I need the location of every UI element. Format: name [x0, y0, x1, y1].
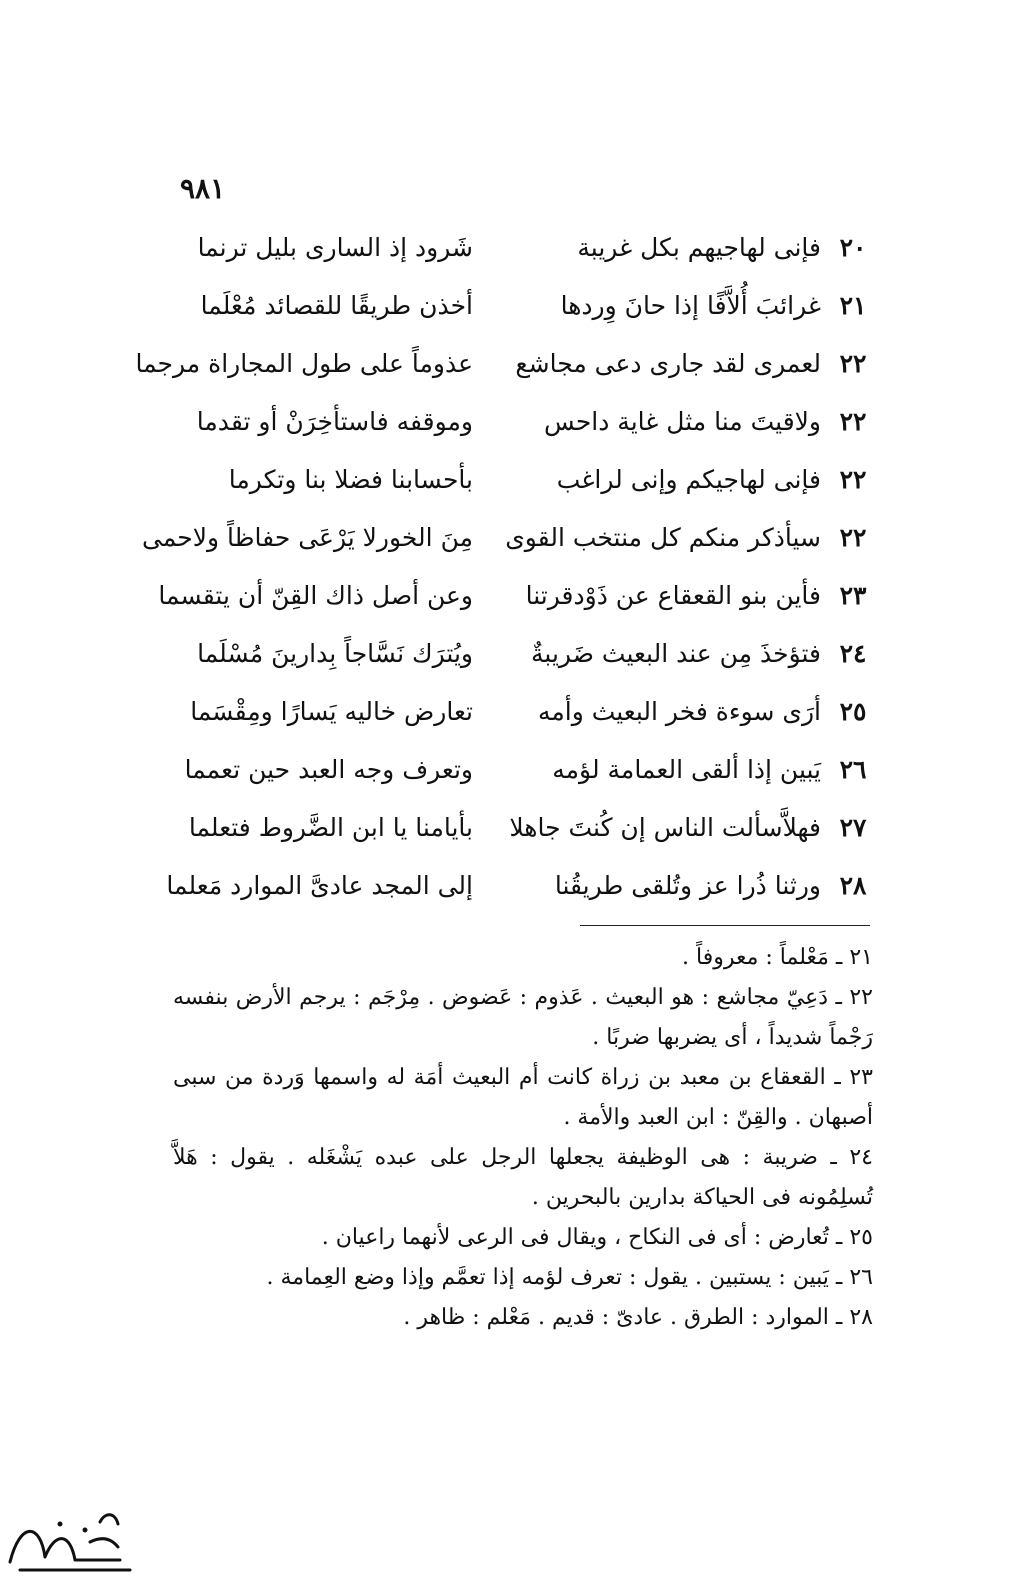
verse-first-hemistich: فهلاَّسألت الناس إن كُنتَ جاهلا	[509, 813, 821, 842]
verse-first-hemistich: لعمرى لقد جارى دعى مجاشع	[515, 349, 821, 378]
verse-number: ٢٢	[839, 407, 867, 436]
footnote: ٢٤ ـ ضريبة : هى الوظيفة يجعلها الرجل على عبده يَشْغَله . يقول : هَلاَّ تُسلِمُونه فى الحياكة بدارين بالبحرين .	[173, 1145, 873, 1210]
verse-number: ٢٨	[839, 871, 867, 900]
verse	[0, 692, 1013, 732]
verse-number: ٢٢	[839, 523, 867, 552]
verse-number: ٢٤	[839, 639, 867, 668]
verse-first-hemistich: فإنى لهاجيكم وإنى لراغب	[556, 465, 821, 494]
verse-second-hemistich: مِنَ الخورلا يَرْعَى حفاظاً ولاحمى	[142, 523, 473, 552]
verse-second-hemistich: شَرود إذ السارى بليل ترنما	[197, 233, 473, 262]
verse-second-hemistich: تعارض خاليه يَسارًا ومِقْسَما	[190, 697, 473, 726]
verse-second-hemistich: وتعرف وجه العبد حين تعمما	[184, 755, 473, 784]
verse-first-hemistich: ورثنا ذُرا عز وتُلقى طريقُنا	[554, 871, 821, 900]
publisher-logo	[0, 1502, 140, 1582]
verse-first-hemistich: سيأذكر منكم كل منتخب القوى	[505, 523, 821, 552]
verse-second-hemistich: بأحسابنا فضلا بنا وتكرما	[228, 465, 473, 494]
verse-second-hemistich: بأيامنا يا ابن الضَّروط فتعلما	[188, 813, 473, 842]
page-number: ٩٨١	[180, 172, 226, 205]
verse-number: ٢٦	[839, 755, 867, 784]
verse-second-hemistich: وعن أصل ذاك القِنّ أن يتقسما	[158, 581, 473, 610]
verse	[0, 402, 1013, 442]
verse	[0, 866, 1013, 906]
verse	[0, 808, 1013, 848]
footnote: ٢٨ ـ الموارد : الطرق . عادىّ : قديم . مَعْلم : ظاهر .	[403, 1305, 873, 1330]
verse	[0, 576, 1013, 616]
verse-second-hemistich: وموقفه فاستأخِرَنْ أو تقدما	[196, 407, 473, 436]
verse	[0, 518, 1013, 558]
verse-second-hemistich: عذوماً على طول المجاراة مرجما	[135, 349, 473, 378]
verse-number: ٢٢	[839, 349, 867, 378]
verse-first-hemistich: غرائبَ أُلاَّفًا إذا حانَ وِردها	[560, 291, 821, 320]
verse-first-hemistich: فتؤخذَ مِن عند البعيث ضَريبةٌ	[531, 639, 821, 668]
verse-first-hemistich: يَبين إذا ألقى العمامة لؤمه	[552, 755, 821, 784]
verse	[0, 286, 1013, 326]
verse-second-hemistich: ويُترَك نَسَّاجاً بِدارينَ مُسْلَما	[197, 639, 473, 668]
verse-second-hemistich: أخذن طريقًا للقصائد مُعْلَما	[200, 291, 473, 320]
footnote: ٢٢ ـ دَعِيّ مجاشع : هو البعيث . عَذوم : عَضوض . مِرْجَم : يرجم الأرض بنفسه رَجْماً شديداً ، أى يضربها ضربًا .	[173, 985, 873, 1050]
verse-first-hemistich: ولاقيتَ منا مثل غاية داحس	[543, 407, 821, 436]
verse-number: ٢١	[839, 291, 867, 320]
verse-first-hemistich: فإنى لهاجيهم بكل غريبة	[577, 233, 821, 262]
footnote: ٢١ ـ مَعْلماً : معروفاً .	[682, 945, 873, 970]
verse	[0, 228, 1013, 268]
verse-first-hemistich: أرَى سوءة فخر البعيث وأمه	[537, 697, 821, 726]
footnote: ٢٣ ـ القعقاع بن معبد بن زراة كانت أم البعيث أمَة له واسمها وَردة من سبى أصبهان . والقِنّ : ابن العبد والأمة .	[173, 1065, 873, 1130]
verse	[0, 750, 1013, 790]
verse-number: ٢٣	[839, 581, 867, 610]
verse	[0, 460, 1013, 500]
verse-number: ٢٢	[839, 465, 867, 494]
verse	[0, 634, 1013, 674]
footnotes	[173, 938, 873, 1338]
verse-number: ٢٥	[839, 697, 867, 726]
verse-number: ٢٧	[839, 813, 867, 842]
footnote-divider	[580, 925, 870, 926]
verse-first-hemistich: فأين بنو القعقاع عن ذَوْدقرتنا	[525, 581, 821, 610]
verse-number: ٢٠	[839, 233, 867, 262]
footnote: ٢٥ ـ تُعارض : أى فى النكاح ، ويقال فى الرعى لأنهما راعيان .	[321, 1225, 873, 1250]
footnote: ٢٦ ـ يَبين : يستبين . يقول : تعرف لؤمه إذا تعمَّم وإذا وضع العِمامة .	[266, 1265, 873, 1290]
verse	[0, 344, 1013, 384]
verse-second-hemistich: إلى المجد عادىَّ الموارد مَعلما	[166, 871, 473, 900]
